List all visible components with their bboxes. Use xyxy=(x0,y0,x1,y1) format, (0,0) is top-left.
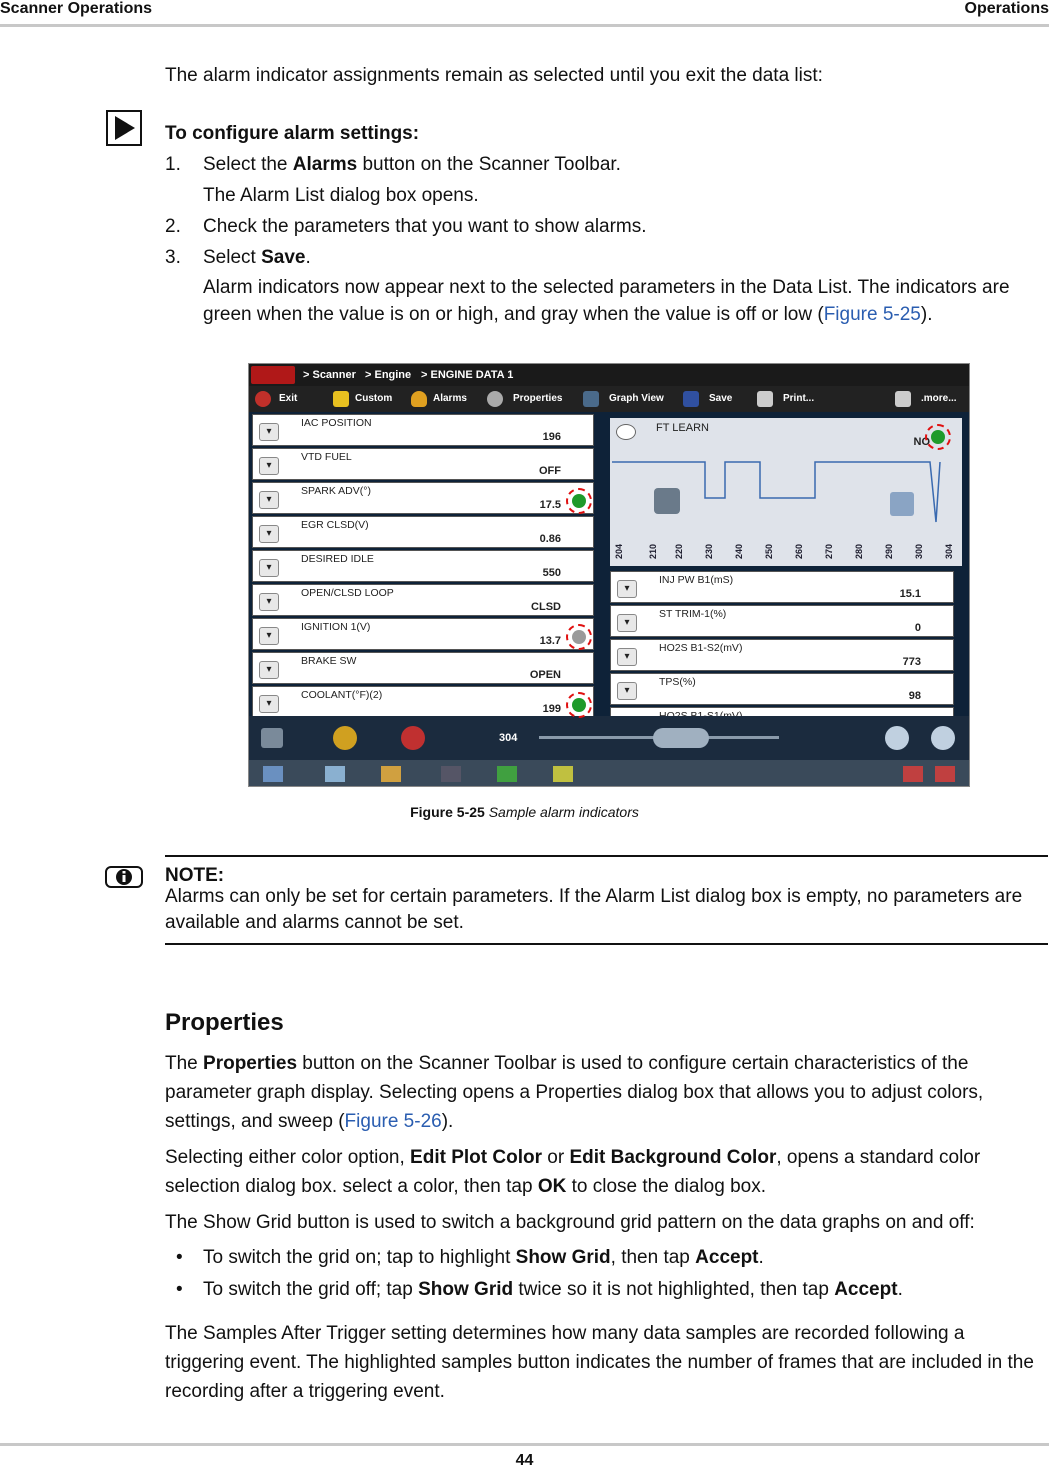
properties-paragraph-1: The Properties button on the Scanner Toolbar is used to configure certain characteristics of the parameter graph display. Selecting opens a Properties dialog box that allows you to adjust colors, settings, and sweep (Figure 5-26). xyxy=(165,1053,984,1132)
parameter-value: 0.86 xyxy=(539,533,561,545)
data-icon[interactable] xyxy=(553,766,573,782)
alarms-button[interactable]: Alarms xyxy=(433,393,467,404)
parameter-name: ST TRIM-1(%) xyxy=(659,608,727,620)
more-menu-icon xyxy=(895,391,911,407)
zoom-in-icon[interactable] xyxy=(931,726,955,750)
properties-paragraph-4: The Samples After Trigger setting determines how many data samples are recorded following a triggering event. The highlighted samples button indicates the number of frames that are included in the recording after a triggering event. xyxy=(165,1323,1034,1402)
x-tick-label: 260 xyxy=(794,544,804,560)
alarm-bell-icon xyxy=(411,391,427,407)
row-expand-icon[interactable]: ▾ xyxy=(617,614,637,632)
snapon-logo-icon xyxy=(251,366,295,384)
slider-handle[interactable] xyxy=(653,728,709,748)
x-tick-label: 280 xyxy=(854,544,864,560)
parameter-name: EGR CLSD(V) xyxy=(301,519,369,531)
parameter-name: BRAKE SW xyxy=(301,655,357,667)
bullet-2-text: To switch the grid off; tap Show Grid twice so it is not highlighted, then tap Accept. xyxy=(203,1279,903,1300)
row-expand-icon[interactable]: ▾ xyxy=(259,695,279,713)
step-2-text: Check the parameters that you want to show alarms. xyxy=(203,216,647,237)
parameter-name: DESIRED IDLE xyxy=(301,553,374,565)
data-row[interactable] xyxy=(252,686,594,718)
x-tick-label: 270 xyxy=(824,544,834,560)
custom-button[interactable]: Custom xyxy=(355,393,393,404)
step-1-result: The Alarm List dialog box opens. xyxy=(203,185,479,206)
data-row[interactable] xyxy=(252,550,594,582)
procedure-title: To configure alarm settings: xyxy=(165,123,420,144)
more-button[interactable]: .more... xyxy=(921,393,957,404)
properties-paragraph-2: Selecting either color option, Edit Plot Color or Edit Background Color, opens a standard color selection dialog box. select a color, then tap OK to close the dialog box. xyxy=(165,1147,981,1197)
alarm-highlight-ring xyxy=(566,488,592,514)
print-button[interactable]: Print... xyxy=(783,393,815,404)
x-tick-label: 250 xyxy=(764,544,774,560)
x-tick-label: 240 xyxy=(734,544,744,560)
figure-5-26-link[interactable]: Figure 5-26 xyxy=(344,1111,442,1132)
graph-view-button[interactable]: Graph View xyxy=(609,393,664,404)
note-title: NOTE: xyxy=(165,865,225,886)
wrench-icon xyxy=(654,488,680,514)
parameter-value: 196 xyxy=(542,431,561,443)
graph-value: NO xyxy=(913,436,930,448)
step-2-num: 2. xyxy=(165,216,181,237)
clear-icon[interactable] xyxy=(401,726,425,750)
note-top-rule xyxy=(165,855,1048,857)
step-3-text: Select Save. xyxy=(203,247,311,268)
properties-button[interactable]: Properties xyxy=(513,393,563,404)
parameter-value: 15.1 xyxy=(899,588,921,600)
tools-icon[interactable] xyxy=(381,766,401,782)
note-text: Alarms can only be set for certain parameters. If the Alarm List dialog box is empty, no parameters are available and alarms cannot be set. xyxy=(165,886,1023,933)
bullet-1-dot: • xyxy=(176,1247,183,1268)
row-expand-icon[interactable]: ▾ xyxy=(259,525,279,543)
parameter-name: COOLANT(°F)(2) xyxy=(301,689,383,701)
save-disk-icon xyxy=(683,391,699,407)
parameter-value: 98 xyxy=(908,690,921,702)
graph-icon xyxy=(583,391,599,407)
parameter-value: 17.5 xyxy=(539,499,561,511)
data-row[interactable] xyxy=(252,652,594,684)
step-1-num: 1. xyxy=(165,154,181,175)
footer-rule xyxy=(0,1443,1049,1446)
parameter-name: OPEN/CLSD LOOP xyxy=(301,587,394,599)
parameter-value: CLSD xyxy=(531,601,561,613)
alarm-highlight-ring xyxy=(566,692,592,718)
row-expand-icon[interactable]: ▾ xyxy=(259,559,279,577)
wifi-icon xyxy=(903,766,923,782)
parameter-value: 550 xyxy=(542,567,561,579)
step-3-num: 3. xyxy=(165,247,181,268)
data-row[interactable] xyxy=(610,605,954,637)
row-expand-icon[interactable]: ▾ xyxy=(259,661,279,679)
header-rule xyxy=(0,24,1049,27)
data-row[interactable] xyxy=(610,673,954,705)
status-icon xyxy=(935,766,955,782)
header-chapter-title: Operations xyxy=(964,0,1049,17)
crumb-engine[interactable]: > Engine xyxy=(365,369,412,381)
breadcrumb xyxy=(249,364,969,386)
crumb-scanner[interactable]: > Scanner xyxy=(303,369,356,381)
frame-counter: 304 xyxy=(499,732,518,744)
parameter-value: 13.7 xyxy=(539,635,561,647)
printer-icon xyxy=(757,391,773,407)
data-row[interactable] xyxy=(252,448,594,480)
playback-bar xyxy=(249,716,969,760)
intro-text: The alarm indicator assignments remain as selected until you exit the data list: xyxy=(165,65,823,86)
x-tick-label: 204 xyxy=(614,544,624,560)
crumb-engine-data: > ENGINE DATA 1 xyxy=(421,369,514,381)
x-tick-label: 220 xyxy=(674,544,684,560)
exit-button[interactable]: Exit xyxy=(279,393,298,404)
row-expand-icon[interactable]: ▾ xyxy=(259,457,279,475)
scope-icon[interactable] xyxy=(441,766,461,782)
alarm-highlight-ring xyxy=(566,624,592,650)
zoom-out-icon[interactable] xyxy=(885,726,909,750)
row-expand-icon[interactable]: ▾ xyxy=(259,491,279,509)
data-row[interactable] xyxy=(252,414,594,446)
home-icon[interactable] xyxy=(263,766,283,782)
data-row[interactable] xyxy=(610,571,954,603)
figure-caption: Figure 5-25 Sample alarm indicators xyxy=(410,804,639,820)
parameter-name: TPS(%) xyxy=(659,676,696,688)
exit-icon xyxy=(255,391,271,407)
scanner-icon[interactable] xyxy=(325,766,345,782)
properties-paragraph-3: The Show Grid button is used to switch a background grid pattern on the data graphs on and off: xyxy=(165,1212,975,1233)
expand-icon[interactable] xyxy=(890,492,914,516)
ft-learn-graph xyxy=(610,418,962,566)
taskbar xyxy=(249,760,969,787)
figure-5-25-link[interactable]: Figure 5-25 xyxy=(823,304,921,325)
note-bottom-rule xyxy=(165,943,1048,945)
bullet-2-dot: • xyxy=(176,1279,183,1300)
step-1-text: Select the Alarms button on the Scanner Toolbar. xyxy=(203,154,621,175)
row-expand-icon[interactable]: ▾ xyxy=(259,423,279,441)
row-expand-icon[interactable]: ▾ xyxy=(259,593,279,611)
scanner-screenshot xyxy=(248,363,970,787)
x-tick-label: 230 xyxy=(704,544,714,560)
x-tick-label: 210 xyxy=(648,544,658,560)
parameter-name: IAC POSITION xyxy=(301,417,372,429)
properties-heading: Properties xyxy=(165,1009,284,1036)
parameter-name: IGNITION 1(V) xyxy=(301,621,371,633)
parameter-name: VTD FUEL xyxy=(301,451,352,463)
row-expand-icon[interactable]: ▾ xyxy=(617,580,637,598)
parameter-value: 773 xyxy=(902,656,921,668)
data-row[interactable] xyxy=(252,618,594,650)
data-row[interactable] xyxy=(252,584,594,616)
graph-title: FT LEARN xyxy=(656,422,709,434)
bullet-1-text: To switch the grid on; tap to highlight Show Grid, then tap Accept. xyxy=(203,1247,764,1268)
x-tick-label: 300 xyxy=(914,544,924,560)
row-expand-icon[interactable]: ▾ xyxy=(617,648,637,666)
step-3-result: Alarm indicators now appear next to the selected parameters in the Data List. The indicators are green when the value is on or high, and gray when the value is off or low (Figure 5-25). xyxy=(203,277,1010,325)
x-tick-label: 304 xyxy=(944,544,954,560)
graph-alarm-highlight xyxy=(925,424,951,450)
parameter-name: INJ PW B1(mS) xyxy=(659,574,734,586)
parameter-name: HO2S B1-S2(mV) xyxy=(659,642,743,654)
info-icon xyxy=(105,866,143,888)
row-expand-icon[interactable]: ▾ xyxy=(617,682,637,700)
parameter-name: SPARK ADV(°) xyxy=(301,485,371,497)
parameter-value: OFF xyxy=(539,465,561,477)
parameter-value: 0 xyxy=(914,622,921,634)
scanner-toolbar xyxy=(249,386,969,412)
print-icon[interactable] xyxy=(261,728,283,748)
save-button[interactable]: Save xyxy=(709,393,733,404)
x-tick-label: 290 xyxy=(884,544,894,560)
row-expand-icon[interactable]: ▾ xyxy=(259,627,279,645)
page-number: 44 xyxy=(515,1452,534,1469)
guided-icon[interactable] xyxy=(497,766,517,782)
procedure-arrow-icon xyxy=(106,110,142,146)
header-section-title: Scanner Operations xyxy=(0,0,153,17)
custom-star-icon xyxy=(333,391,349,407)
pause-icon[interactable] xyxy=(333,726,357,750)
data-row[interactable] xyxy=(610,639,954,671)
parameter-value: OPEN xyxy=(529,669,561,681)
data-row[interactable] xyxy=(252,482,594,514)
data-row[interactable] xyxy=(252,516,594,548)
collapse-graph-icon[interactable] xyxy=(616,424,636,440)
gear-icon xyxy=(487,391,503,407)
parameter-value: 199 xyxy=(542,703,561,715)
